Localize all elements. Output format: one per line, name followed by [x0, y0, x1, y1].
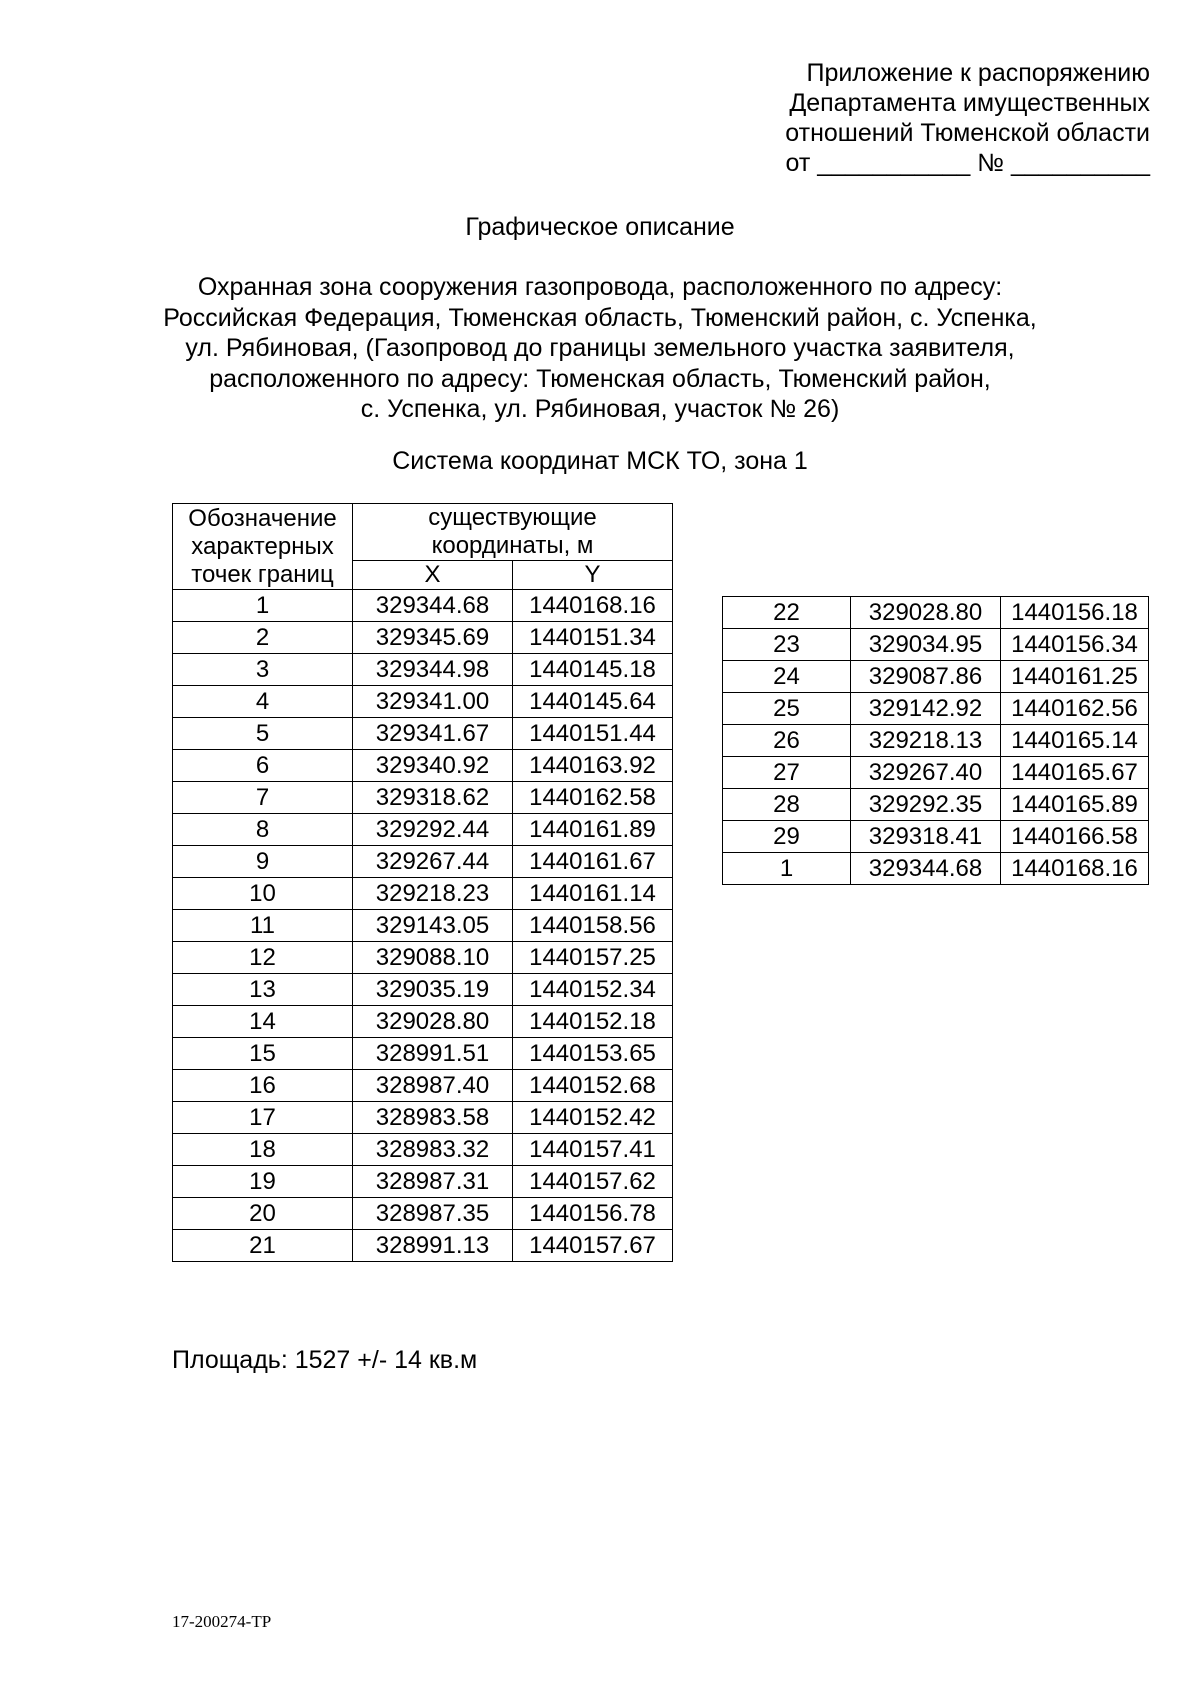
table-row [173, 846, 673, 878]
table-row [173, 782, 673, 814]
x-coordinate-cell: 329345.69 [353, 622, 513, 654]
y-coordinate-cell: 1440168.16 [513, 590, 673, 622]
point-number-cell: 13 [173, 974, 353, 1006]
point-number-cell: 8 [173, 814, 353, 846]
table-row [173, 1230, 673, 1262]
point-number-cell: 5 [173, 718, 353, 750]
header-text: Обозначение [188, 504, 337, 532]
point-number-cell: 15 [173, 1038, 353, 1070]
y-coordinate-cell: 1440162.56 [1001, 693, 1149, 725]
point-number-cell: 22 [723, 597, 851, 629]
coordinates-table-body [723, 597, 1149, 885]
y-coordinate-cell: 1440161.14 [513, 878, 673, 910]
y-coordinate-cell: 1440145.18 [513, 654, 673, 686]
table-row [723, 757, 1149, 789]
subject-line: с. Успенка, ул. Рябиновая, участок № 26) [360, 395, 840, 423]
x-coordinate-cell: 329142.92 [851, 693, 1001, 725]
table-row [173, 590, 673, 622]
table-row [723, 725, 1149, 757]
y-column-header: Y [513, 561, 673, 590]
point-number-cell: 7 [173, 782, 353, 814]
table-row [173, 718, 673, 750]
table-row [723, 853, 1149, 885]
y-coordinate-cell: 1440152.42 [513, 1102, 673, 1134]
y-coordinate-cell: 1440165.14 [1001, 725, 1149, 757]
table-row [723, 821, 1149, 853]
table-row [173, 910, 673, 942]
table-row [173, 974, 673, 1006]
point-number-cell: 12 [173, 942, 353, 974]
y-coordinate-cell: 1440151.44 [513, 718, 673, 750]
table-row [723, 597, 1149, 629]
x-coordinate-cell: 329218.23 [353, 878, 513, 910]
point-number-cell: 2 [173, 622, 353, 654]
x-coordinate-cell: 329318.62 [353, 782, 513, 814]
x-coordinate-cell: 329143.05 [353, 910, 513, 942]
table-row [173, 750, 673, 782]
table-row [173, 1038, 673, 1070]
header-text: существующие [428, 504, 597, 531]
point-number-cell: 10 [173, 878, 353, 910]
y-coordinate-cell: 1440158.56 [513, 910, 673, 942]
x-coordinate-cell: 329035.19 [353, 974, 513, 1006]
x-coordinate-cell: 329028.80 [353, 1006, 513, 1038]
point-number-cell: 1 [173, 590, 353, 622]
y-coordinate-cell: 1440157.41 [513, 1134, 673, 1166]
subject-block [100, 272, 1100, 425]
table-row [173, 878, 673, 910]
table-row [723, 629, 1149, 661]
table-row [723, 789, 1149, 821]
y-coordinate-cell: 1440168.16 [1001, 853, 1149, 885]
table-row [723, 661, 1149, 693]
point-number-cell: 26 [723, 725, 851, 757]
x-coordinate-cell: 329344.68 [851, 853, 1001, 885]
coordinates-table-main [172, 503, 673, 1262]
header-text: координаты, м [431, 532, 594, 559]
x-coordinate-cell: 329292.35 [851, 789, 1001, 821]
x-coordinate-cell: 329267.40 [851, 757, 1001, 789]
point-number-cell: 24 [723, 661, 851, 693]
point-number-cell: 14 [173, 1006, 353, 1038]
y-coordinate-cell: 1440151.34 [513, 622, 673, 654]
coordinates-table-continuation [722, 596, 1149, 885]
appendix-line: отношений Тюменской области [785, 119, 1150, 147]
point-number-cell: 23 [723, 629, 851, 661]
y-coordinate-cell: 1440156.34 [1001, 629, 1149, 661]
y-coordinate-cell: 1440153.65 [513, 1038, 673, 1070]
x-coordinate-cell: 329267.44 [353, 846, 513, 878]
point-column-header [173, 504, 353, 590]
x-coordinate-cell: 329087.86 [851, 661, 1001, 693]
point-number-cell: 21 [173, 1230, 353, 1262]
point-number-cell: 25 [723, 693, 851, 725]
table-row [173, 1198, 673, 1230]
x-coordinate-cell: 329344.98 [353, 654, 513, 686]
coordinate-system-label: Система координат МСК ТО, зона 1 [392, 447, 808, 475]
table-row [173, 1070, 673, 1102]
appendix-date-number-line: от ___________ № __________ [785, 149, 1150, 177]
y-coordinate-cell: 1440157.67 [513, 1230, 673, 1262]
point-number-cell: 3 [173, 654, 353, 686]
y-coordinate-cell: 1440152.34 [513, 974, 673, 1006]
y-coordinate-cell: 1440165.89 [1001, 789, 1149, 821]
coordinates-table-body [173, 590, 673, 1262]
subject-line: расположенного по адресу: Тюменская область, Тюменский район, [209, 364, 991, 393]
x-coordinate-cell: 328991.13 [353, 1230, 513, 1262]
table-row [173, 1134, 673, 1166]
header-text: характерных [191, 532, 334, 560]
x-coordinate-cell: 329034.95 [851, 629, 1001, 661]
point-number-cell: 11 [173, 910, 353, 942]
table-row [173, 686, 673, 718]
point-number-cell: 28 [723, 789, 851, 821]
y-coordinate-cell: 1440157.25 [513, 942, 673, 974]
document-number: 17-200274-ТР [172, 1612, 272, 1631]
point-number-cell: 9 [173, 846, 353, 878]
x-coordinate-cell: 329218.13 [851, 725, 1001, 757]
x-coordinate-cell: 329292.44 [353, 814, 513, 846]
y-coordinate-cell: 1440145.64 [513, 686, 673, 718]
coordinates-group-header [353, 504, 673, 561]
point-number-cell: 6 [173, 750, 353, 782]
table-row [173, 942, 673, 974]
table-row [173, 1006, 673, 1038]
y-coordinate-cell: 1440163.92 [513, 750, 673, 782]
y-coordinate-cell: 1440156.18 [1001, 597, 1149, 629]
x-coordinate-cell: 328983.32 [353, 1134, 513, 1166]
y-coordinate-cell: 1440161.67 [513, 846, 673, 878]
x-coordinate-cell: 328987.40 [353, 1070, 513, 1102]
table-row [173, 1102, 673, 1134]
appendix-line: Приложение к распоряжению [806, 59, 1150, 87]
point-number-cell: 20 [173, 1198, 353, 1230]
point-number-cell: 19 [173, 1166, 353, 1198]
x-column-header: X [353, 561, 513, 590]
document-title: Графическое описание [465, 213, 735, 241]
x-coordinate-cell: 328987.31 [353, 1166, 513, 1198]
appendix-line: Департамента имущественных [789, 89, 1150, 117]
y-coordinate-cell: 1440166.58 [1001, 821, 1149, 853]
y-coordinate-cell: 1440165.67 [1001, 757, 1149, 789]
x-coordinate-cell: 329341.00 [353, 686, 513, 718]
y-coordinate-cell: 1440152.18 [513, 1006, 673, 1038]
point-number-cell: 16 [173, 1070, 353, 1102]
table-row [173, 654, 673, 686]
x-coordinate-cell: 329028.80 [851, 597, 1001, 629]
point-number-cell: 18 [173, 1134, 353, 1166]
appendix-block [785, 58, 1150, 178]
table-row [173, 622, 673, 654]
x-coordinate-cell: 328991.51 [353, 1038, 513, 1070]
x-coordinate-cell: 329341.67 [353, 718, 513, 750]
y-coordinate-cell: 1440152.68 [513, 1070, 673, 1102]
y-coordinate-cell: 1440162.58 [513, 782, 673, 814]
x-coordinate-cell: 329318.41 [851, 821, 1001, 853]
x-coordinate-cell: 329340.92 [353, 750, 513, 782]
x-coordinate-cell: 328987.35 [353, 1198, 513, 1230]
x-coordinate-cell: 328983.58 [353, 1102, 513, 1134]
table-row [723, 693, 1149, 725]
table-row [173, 814, 673, 846]
x-coordinate-cell: 329344.68 [353, 590, 513, 622]
subject-line: Охранная зона сооружения газопровода, расположенного по адресу: [197, 273, 1003, 301]
y-coordinate-cell: 1440161.89 [513, 814, 673, 846]
subject-line: ул. Рябиновая, (Газопровод до границы земельного участка заявителя, [185, 334, 1015, 362]
y-coordinate-cell: 1440161.25 [1001, 661, 1149, 693]
x-coordinate-cell: 329088.10 [353, 942, 513, 974]
area-label: Площадь: 1527 +/- 14 кв.м [172, 1346, 478, 1374]
table-row [173, 1166, 673, 1198]
point-number-cell: 17 [173, 1102, 353, 1134]
point-number-cell: 29 [723, 821, 851, 853]
point-number-cell: 27 [723, 757, 851, 789]
y-coordinate-cell: 1440157.62 [513, 1166, 673, 1198]
subject-line: Российская Федерация, Тюменская область, Тюменский район, с. Успенка, [163, 303, 1037, 332]
y-coordinate-cell: 1440156.78 [513, 1198, 673, 1230]
point-number-cell: 1 [723, 853, 851, 885]
header-text: точек границ [191, 560, 334, 588]
point-number-cell: 4 [173, 686, 353, 718]
